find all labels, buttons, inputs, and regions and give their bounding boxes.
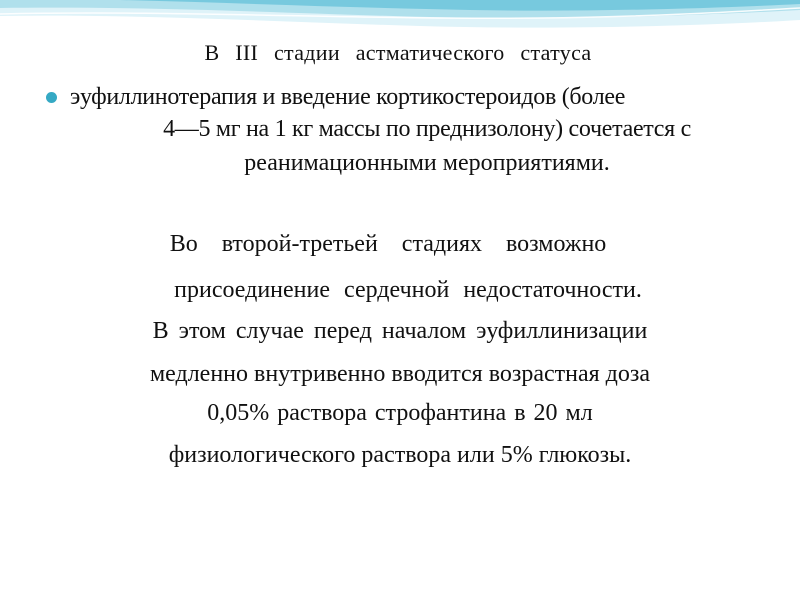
paragraph-line: В этом случае перед началом эуфиллинизации [152,318,648,344]
bullet-dot-icon [46,92,57,103]
paragraph-line: 0,05% раствора строфантина в 20 мл [207,400,593,426]
slide-heading: В III стадии астматического статуса [204,40,592,65]
bullet-text-line: эуфиллинотерапия и введение кортикостероидов (более [70,84,626,110]
paragraph-line: Во второй-третьей стадиях возможно [169,231,607,257]
paragraph-line: физиологического раствора или 5% глюкозы. [168,442,632,468]
bullet-text-line: 4—5 мг на 1 кг массы по преднизолону) сочетается с [163,116,691,142]
bullet-text-line: реанимационными мероприятиями. [244,150,610,176]
paragraph-line: присоединение сердечной недостаточности. [174,277,642,303]
paragraph-line: медленно внутривенно вводится возрастная доза [149,361,651,387]
